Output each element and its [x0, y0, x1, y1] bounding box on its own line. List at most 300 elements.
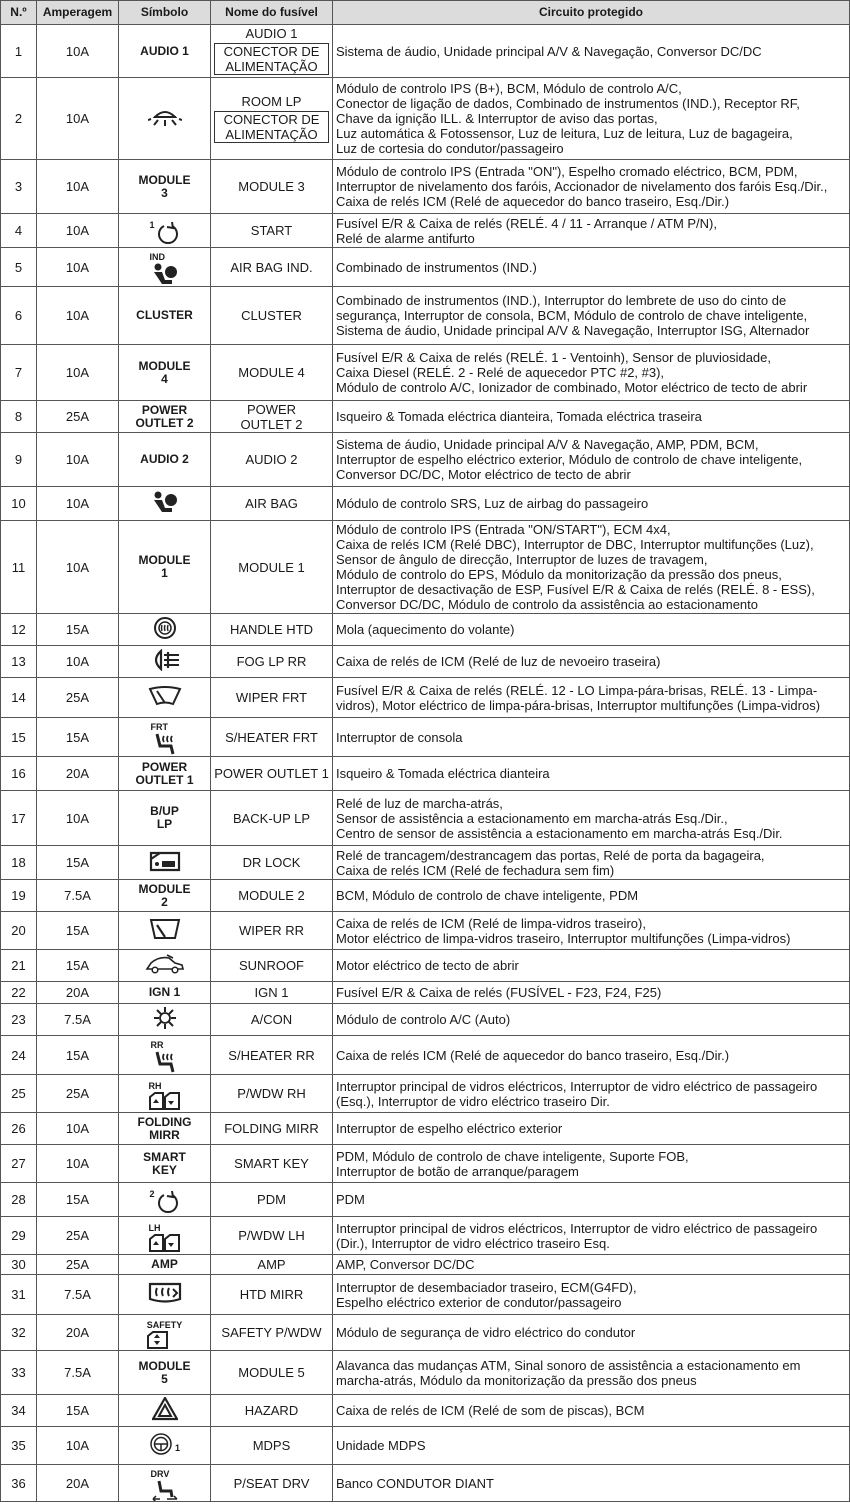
fuse-name-line: AUDIO 2 [245, 452, 298, 467]
table-row [1, 1004, 850, 1036]
fuse-amperage: 10A [37, 791, 119, 846]
fuse-number: 28 [1, 1183, 37, 1217]
circuit-line: Interruptor de espelho eléctrico exterior, Módulo de controlo de chave inteligente, [336, 452, 803, 467]
circuit-line: Combinado de instrumentos (IND.), Interruptor do lembrete de uso do cinto de [336, 293, 787, 308]
table-row [1, 25, 850, 78]
fuse-name-line: AMP [257, 1257, 286, 1272]
table-row [1, 1427, 850, 1465]
fuse-symbol [119, 1465, 211, 1502]
circuit-line: Interruptor de botão de arranque/paragem [336, 1163, 579, 1179]
circuit-line: Conector de ligação de dados, Combinado de instrumentos (IND.), Receptor RF, [336, 96, 800, 111]
fuse-number: 10 [1, 487, 37, 521]
fuse-amperage: 10A [37, 1427, 119, 1465]
fuse-number: 31 [1, 1275, 37, 1315]
fuse-name-line: SUNROOF [239, 958, 304, 973]
fuse-name-line: MODULE 3 [238, 179, 305, 194]
airbag-ind-icon [150, 262, 180, 286]
protected-circuit [333, 1075, 850, 1113]
protected-circuit [333, 846, 850, 880]
fuse-name-line: A/CON [250, 1012, 293, 1027]
protected-circuit [333, 1427, 850, 1465]
fuse-symbol [119, 1275, 211, 1315]
symbol-text: B/UP LP [150, 804, 179, 831]
symbol-superscript: 2 [149, 1189, 155, 1199]
circuit-line: Fusível E/R & Caixa de relés (RELÉ. 4 / 11 - Arranque / ATM P/N), [336, 215, 717, 231]
fuse-name-line: MODULE 4 [238, 365, 305, 380]
fuse-number: 23 [1, 1004, 37, 1036]
protected-circuit [333, 214, 850, 248]
protected-circuit [333, 646, 850, 678]
table-row [1, 678, 850, 718]
symbol-text: IGN 1 [148, 985, 181, 999]
symbol-superscript: 1 [149, 220, 155, 230]
symbol-icon-stack [151, 1470, 179, 1501]
fuse-number: 19 [1, 880, 37, 912]
table-row [1, 846, 850, 880]
fuse-amperage: 15A [37, 1036, 119, 1075]
table-row [1, 1217, 850, 1255]
fuse-amperage: 15A [37, 614, 119, 646]
header-fuse-name: Nome do fusível [211, 1, 333, 25]
fuse-amperage: 10A [37, 345, 119, 401]
fuse-symbol [119, 1145, 211, 1183]
fuse-name-line: MODULE 1 [238, 559, 305, 575]
circuit-line: Módulo de controlo SRS, Luz de airbag do passageiro [336, 496, 649, 511]
symbol-superscript: IND [149, 252, 165, 262]
protected-circuit [333, 791, 850, 846]
fuse-name-line: POWER OUTLET 1 [214, 766, 329, 781]
fuse-number: 9 [1, 433, 37, 487]
fuse-symbol [119, 1183, 211, 1217]
fuse-number: 21 [1, 950, 37, 982]
fuse-symbol [119, 950, 211, 982]
fuse-symbol [119, 1255, 211, 1275]
fuse-amperage: 15A [37, 912, 119, 950]
fuse-number: 13 [1, 646, 37, 678]
fuse-amperage: 10A [37, 521, 119, 614]
fuse-name-line: P/WDW RH [237, 1086, 306, 1101]
fuse-number: 34 [1, 1395, 37, 1427]
circuit-line: Interruptor de desembaciador traseiro, ECM(G4FD), [336, 1279, 637, 1295]
symbol-icon-group [147, 1321, 183, 1350]
fuse-amperage: 10A [37, 248, 119, 287]
fuse-amperage: 10A [37, 1113, 119, 1145]
circuit-line: Interruptor principal de vidros eléctricos, Interruptor de vidro eléctrico de passageiro [336, 1220, 818, 1236]
fuse-name [211, 248, 333, 287]
symbol-icon-group [148, 685, 182, 707]
circuit-line: Fusível E/R & Caixa de relés (RELÉ. 12 - LO Limpa-pára-brisas, RELÉ. 13 - Limpa- [336, 682, 818, 698]
fuse-name-line: FOLDING MIRR [224, 1121, 319, 1136]
fuse-name-line: HANDLE HTD [229, 622, 314, 637]
circuit-line: Relé de trancagem/destrancagem das portas, Relé de porta da bagageira, [336, 847, 765, 863]
fuse-symbol [119, 287, 211, 345]
circuit-line: Caixa Diesel (RELÉ. 2 - Relé de aquecedor PTC #2, #3), [336, 365, 665, 380]
table-row [1, 1351, 850, 1395]
fuse-number: 16 [1, 757, 37, 791]
protected-circuit [333, 1465, 850, 1502]
fuse-symbol [119, 678, 211, 718]
fuse-amperage: 25A [37, 1075, 119, 1113]
fuse-symbol [119, 1113, 211, 1145]
circuit-line: BCM, Módulo de controlo de chave inteligente, PDM [336, 888, 639, 903]
protected-circuit [333, 1036, 850, 1075]
table-row [1, 401, 850, 433]
room-lamp-icon [148, 106, 182, 128]
fuse-number: 4 [1, 214, 37, 248]
circuit-line: Relé de luz de marcha-atrás, [336, 795, 503, 811]
fuse-amperage: 10A [37, 433, 119, 487]
fuse-name [211, 646, 333, 678]
protected-circuit [333, 1183, 850, 1217]
circuit-line: Módulo de controlo IPS (B+), BCM, Módulo de controlo A/C, [336, 81, 682, 96]
circuit-line: Combinado de instrumentos (IND.) [336, 259, 537, 275]
circuit-line: PDM, Módulo de controlo de chave inteligente, Suporte FOB, [336, 1148, 689, 1164]
symbol-icon-group [153, 1006, 177, 1030]
fuse-symbol [119, 646, 211, 678]
fuse-number: 5 [1, 248, 37, 287]
fuse-name-line: DR LOCK [242, 855, 301, 870]
fuse-name [211, 1315, 333, 1351]
fuse-name [211, 982, 333, 1004]
circuit-line: Interruptor de consola [336, 729, 463, 745]
header-amperage: Amperagem [37, 1, 119, 25]
table-row [1, 1395, 850, 1427]
fuse-name-line: FOG LP RR [236, 654, 307, 669]
table-row [1, 614, 850, 646]
symbol-text: MODULE 1 [138, 553, 191, 580]
symbol-icon-group [150, 490, 180, 514]
circuit-line: Caixa de relés de ICM (Relé de som de piscas), BCM [336, 1403, 645, 1418]
symbol-icon-group [148, 106, 182, 128]
fuse-name-line: MODULE 2 [238, 888, 305, 903]
circuit-line: Centro de sensor de assistência a estacionamento em marcha-atrás Esq./Dir. [336, 825, 783, 841]
fuse-name-line: PDM [257, 1192, 286, 1207]
protected-circuit [333, 160, 850, 214]
table-row [1, 950, 850, 982]
air-conditioning-icon [153, 1006, 177, 1030]
symbol-text: FOLDING MIRR [137, 1114, 192, 1142]
safety-power-window-icon [147, 1330, 169, 1350]
protected-circuit [333, 614, 850, 646]
protected-circuit [333, 950, 850, 982]
fuse-name [211, 521, 333, 614]
circuit-line: Caixa de relés ICM (Relé DBC), Interruptor de DBC, Interruptor multifunções (Luz), [336, 537, 814, 552]
fuse-amperage: 7.5A [37, 880, 119, 912]
symbol-icon-group [151, 1470, 179, 1501]
symbol-superscript: 1 [174, 1443, 180, 1453]
protected-circuit [333, 401, 850, 433]
circuit-line: (Dir.), Interruptor de vidro eléctrico traseiro Esq. [336, 1235, 610, 1251]
fuse-amperage: 15A [37, 1183, 119, 1217]
fuse-name [211, 1113, 333, 1145]
symbol-icon-stack [151, 1041, 179, 1074]
fuse-name-line: BACK-UP LP [232, 810, 311, 826]
fuse-name [211, 1075, 333, 1113]
fuse-name-line: START [250, 223, 293, 238]
fuse-name-line: IGN 1 [254, 985, 289, 1000]
fuse-symbol [119, 1217, 211, 1255]
protected-circuit [333, 433, 850, 487]
symbol-icon-stack [149, 1082, 181, 1111]
circuit-line: (Esq.), Interruptor de vidro eléctrico traseiro Dir. [336, 1093, 610, 1109]
circuit-line: Isqueiro & Tomada eléctrica dianteira [336, 766, 550, 781]
protected-circuit [333, 1315, 850, 1351]
fuse-name [211, 433, 333, 487]
circuit-line: Luz de cortesia do condutor/passageiro [336, 141, 564, 156]
rear-fog-lamp-icon [149, 649, 181, 671]
fuse-name [211, 1351, 333, 1395]
fuse-name-line: AUDIO 1 [245, 26, 298, 41]
fuse-name-line: WIPER FRT [235, 690, 308, 705]
circuit-line: Caixa de relés ICM (Relé de aquecedor do banco traseiro, Esq./Dir.) [336, 1047, 730, 1063]
fuse-symbol [119, 757, 211, 791]
fuse-symbol [119, 1036, 211, 1075]
fuse-symbol [119, 345, 211, 401]
circuit-line: vidros), Motor eléctrico de limpa-pára-brisas, Interruptor multifunções (Limpa-vidros) [336, 697, 821, 713]
symbol-text: SMART KEY [143, 1149, 186, 1177]
circuit-line: marcha-atrás, Módulo da monitorização da pressão dos pneus [336, 1372, 697, 1388]
fuse-amperage: 15A [37, 1395, 119, 1427]
circuit-line: Interruptor principal de vidros eléctricos, Interruptor de vidro eléctrico de passageiro [336, 1078, 818, 1094]
hazard-icon [152, 1397, 178, 1421]
circuit-line: Sistema de áudio, Unidade principal A/V & Navegação, Conversor DC/DC [336, 43, 762, 59]
symbol-superscript: LH [148, 1222, 161, 1233]
fuse-amperage: 10A [37, 1145, 119, 1183]
protected-circuit [333, 1004, 850, 1036]
fuse-amperage: 15A [37, 718, 119, 757]
symbol-icon-group [145, 953, 185, 975]
fuse-name [211, 401, 333, 433]
fuse-name [211, 1427, 333, 1465]
header-circuit: Circuito protegido [333, 1, 850, 25]
fuse-name-line: MODULE 5 [238, 1365, 305, 1380]
fuse-name [211, 78, 333, 160]
header-symbol: Símbolo [119, 1, 211, 25]
fuse-name-line: SAFETY P/WDW [221, 1325, 322, 1340]
table-row [1, 521, 850, 614]
fuse-amperage: 15A [37, 950, 119, 982]
circuit-line: Conversor DC/DC, Motor eléctrico de tecto de abrir [336, 467, 631, 482]
table-row [1, 1036, 850, 1075]
fuse-number: 30 [1, 1255, 37, 1275]
symbol-icon-group [151, 723, 179, 756]
table-row [1, 982, 850, 1004]
fuse-number: 2 [1, 78, 37, 160]
fuse-amperage: 10A [37, 78, 119, 160]
power-connector-label: CONECTOR DE ALIMENTAÇÃO [214, 43, 329, 75]
circuit-line: Isqueiro & Tomada eléctrica dianteira, Tomada eléctrica traseira [336, 409, 702, 424]
circuit-line: Luz automática & Fotossensor, Luz de leitura, Luz de leitura, Luz de bagageira, [336, 126, 793, 141]
symbol-icon-group [153, 616, 177, 640]
fuse-amperage: 7.5A [37, 1275, 119, 1315]
symbol-icon-group [149, 649, 181, 671]
fuse-amperage: 10A [37, 160, 119, 214]
symbol-icon-group [149, 221, 179, 245]
fuse-name-line: S/HEATER RR [228, 1047, 315, 1063]
fuse-amperage: 10A [37, 25, 119, 78]
steering-wheel-icon [149, 1432, 173, 1456]
protected-circuit [333, 1217, 850, 1255]
fuse-name [211, 345, 333, 401]
fuse-symbol [119, 25, 211, 78]
fuse-name [211, 912, 333, 950]
fuse-symbol [119, 487, 211, 521]
symbol-icon-stack [151, 723, 179, 756]
table-row [1, 214, 850, 248]
table-row [1, 1315, 850, 1351]
fuse-amperage: 25A [37, 1255, 119, 1275]
fuse-symbol [119, 614, 211, 646]
table-row [1, 1113, 850, 1145]
fuse-amperage: 10A [37, 487, 119, 521]
circuit-line: Espelho eléctrico exterior de condutor/passageiro [336, 1294, 622, 1310]
protected-circuit [333, 78, 850, 160]
circuit-line: Interruptor de nivelamento dos faróis, Accionador de nivelamento dos faróis Esq./Dir., [336, 179, 828, 194]
fuse-number: 17 [1, 791, 37, 846]
fuse-number: 26 [1, 1113, 37, 1145]
symbol-icon-stack [149, 1224, 181, 1253]
table-row [1, 912, 850, 950]
fuse-name [211, 614, 333, 646]
fuse-name [211, 1465, 333, 1502]
power-window-lh-icon [149, 1233, 181, 1253]
protected-circuit [333, 287, 850, 345]
circuit-line: Módulo de controlo A/C, Ionizador de combinado, Motor eléctrico de tecto de abrir [336, 380, 808, 395]
fuse-number: 24 [1, 1036, 37, 1075]
symbol-text: AUDIO 1 [140, 43, 189, 58]
table-row [1, 1145, 850, 1183]
table-row [1, 433, 850, 487]
table-row [1, 1255, 850, 1275]
table-row [1, 248, 850, 287]
protected-circuit [333, 718, 850, 757]
start-2-icon [156, 1190, 180, 1214]
start-1-icon [156, 221, 180, 245]
fuse-amperage: 15A [37, 846, 119, 880]
circuit-line: Sistema de áudio, Unidade principal A/V & Navegação, Interruptor ISG, Alternador [336, 323, 810, 338]
fuse-number: 25 [1, 1075, 37, 1113]
table-row [1, 1465, 850, 1502]
protected-circuit [333, 521, 850, 614]
heated-steering-icon [153, 616, 177, 640]
circuit-line: Caixa de relés de ICM (Relé de limpa-vidros traseiro), [336, 915, 646, 931]
symbol-icon-stack [147, 1321, 183, 1350]
symbol-text: MODULE 4 [138, 358, 191, 386]
table-row [1, 1275, 850, 1315]
power-connector-label: CONECTOR DE ALIMENTAÇÃO [214, 111, 329, 143]
fuse-number: 32 [1, 1315, 37, 1351]
fuse-symbol [119, 521, 211, 614]
fuse-amperage: 7.5A [37, 1004, 119, 1036]
fuse-amperage: 20A [37, 982, 119, 1004]
symbol-icon-group [149, 1224, 181, 1253]
fuse-symbol [119, 982, 211, 1004]
symbol-superscript: DRV [150, 1469, 170, 1479]
fuse-name [211, 1183, 333, 1217]
protected-circuit [333, 1275, 850, 1315]
table-row [1, 345, 850, 401]
fuse-name-line: WIPER RR [239, 923, 304, 938]
circuit-line: Banco CONDUTOR DIANT [336, 1475, 494, 1491]
fuse-symbol [119, 1315, 211, 1351]
fuse-name-line: HTD MIRR [239, 1287, 304, 1302]
circuit-line: Sistema de áudio, Unidade principal A/V & Navegação, AMP, PDM, BCM, [336, 437, 759, 452]
circuit-line: Módulo de controlo IPS (Entrada "ON"), Espelho cromado eléctrico, BCM, PDM, [336, 164, 798, 179]
table-row [1, 287, 850, 345]
power-window-rh-icon [149, 1091, 181, 1111]
circuit-line: Caixa de relés ICM (Relé de aquecedor do banco traseiro, Esq./Dir.) [336, 194, 730, 209]
circuit-line: Módulo de controlo IPS (Entrada "ON/START"), ECM 4x4, [336, 522, 671, 537]
protected-circuit [333, 1351, 850, 1395]
symbol-text: MODULE 2 [138, 881, 191, 909]
circuit-line: Sensor de assistência a estacionamento em marcha-atrás Esq./Dir., [336, 810, 728, 826]
protected-circuit [333, 912, 850, 950]
fuse-name [211, 846, 333, 880]
header-number: N.º [1, 1, 37, 25]
protected-circuit [333, 757, 850, 791]
fuse-name [211, 287, 333, 345]
circuit-line: Módulo de segurança de vidro eléctrico do condutor [336, 1325, 636, 1340]
symbol-icon-group [152, 1397, 178, 1421]
sunroof-icon [145, 953, 185, 975]
fuse-name [211, 1217, 333, 1255]
circuit-line: Módulo de controlo do EPS, Módulo da monitorização da pressão dos pneus, [336, 567, 782, 582]
fuse-name-line: ROOM LP [241, 93, 302, 109]
fuse-number: 3 [1, 160, 37, 214]
fuse-name-line: S/HEATER FRT [225, 729, 318, 745]
fuse-symbol [119, 214, 211, 248]
symbol-icon-group [149, 1432, 180, 1456]
protected-circuit [333, 345, 850, 401]
protected-circuit [333, 1113, 850, 1145]
symbol-icon-group [150, 253, 180, 286]
fuse-symbol [119, 160, 211, 214]
fuse-name [211, 160, 333, 214]
fuse-amperage: 20A [37, 757, 119, 791]
circuit-line: AMP, Conversor DC/DC [336, 1257, 475, 1272]
fuse-name-line: P/SEAT DRV [233, 1475, 310, 1491]
fuse-number: 22 [1, 982, 37, 1004]
fuse-number: 14 [1, 678, 37, 718]
airbag-icon [150, 490, 180, 514]
protected-circuit [333, 982, 850, 1004]
fuse-number: 7 [1, 345, 37, 401]
fuse-name [211, 678, 333, 718]
fuse-symbol [119, 1351, 211, 1395]
circuit-line: Conversor DC/DC, Módulo de controlo da assistência ao estacionamento [336, 597, 758, 612]
fuse-symbol [119, 78, 211, 160]
fuse-amperage: 25A [37, 678, 119, 718]
symbol-text: MODULE 3 [138, 172, 191, 200]
fuse-number: 20 [1, 912, 37, 950]
fuse-name [211, 880, 333, 912]
fuse-number: 18 [1, 846, 37, 880]
fuse-number: 1 [1, 25, 37, 78]
table-row [1, 1075, 850, 1113]
fuse-name [211, 214, 333, 248]
fuse-name [211, 1255, 333, 1275]
protected-circuit [333, 678, 850, 718]
fuse-name-line: HAZARD [244, 1403, 299, 1418]
fuse-symbol [119, 880, 211, 912]
fuse-name-line: P/WDW LH [238, 1228, 305, 1243]
protected-circuit [333, 487, 850, 521]
fuse-name-line: MDPS [252, 1438, 291, 1453]
symbol-text: MODULE 5 [138, 1358, 191, 1386]
symbol-superscript: RH [148, 1080, 162, 1091]
circuit-line: Caixa de relés ICM (Relé de fechadura sem fim) [336, 862, 615, 878]
fuse-name-line: OUTLET 2 [240, 416, 303, 432]
